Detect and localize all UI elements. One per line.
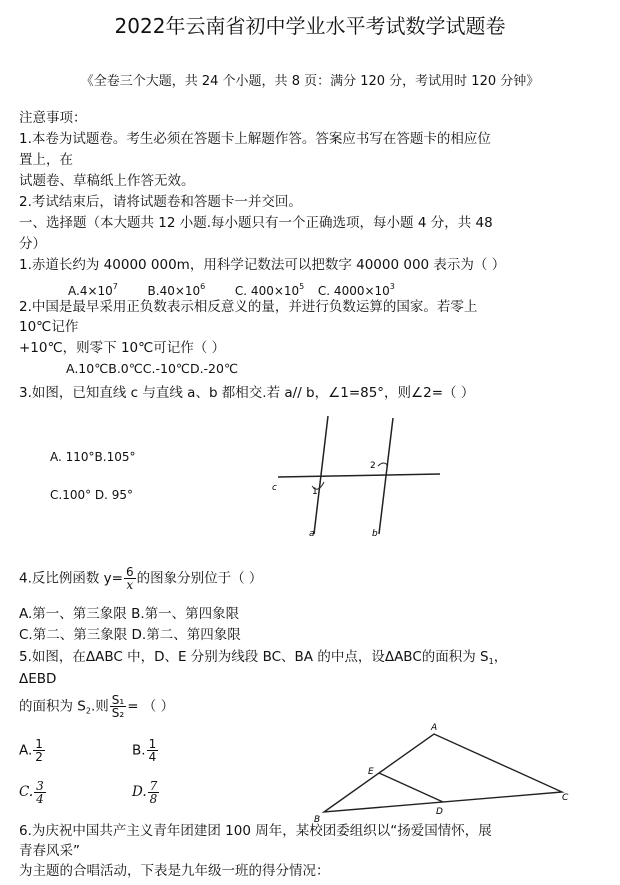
q5-stem-c: 的面积为 $S_2$.则 $\frac{\text{S₁}}{\text{S₂}}$ = （ ） (19, 693, 175, 720)
note-1-line-c: 试题卷、草稿纸上作答无效。 (19, 173, 195, 189)
section-1-heading-a: 一、选择题（本大题共 12 小题.每小题只有一个正确选项，每小题 4 分，共 48 (19, 215, 493, 231)
q3-label-1: 1 (312, 487, 318, 497)
q5-triangle-figure (310, 720, 580, 824)
section-1-heading-b: 分） (19, 236, 46, 252)
q5-stem-b: ΔEBD (19, 671, 57, 687)
q1-stem: 1.赤道长约为 40000 000m，用科学记数法可以把数字 40000 000 表示为（ ） (19, 257, 506, 273)
notes-heading: 注意事项： (19, 110, 87, 126)
q5-stem-a: 5.如图，在ΔABC 中，D、E 分别为线段 BC、BA 的中点，设ΔABC的面积为 $S_1$， (19, 649, 508, 666)
q3-options-cd: C.100° D. 95° (50, 488, 134, 502)
paper-subtitle: 《全卷三个大题，共 24 个小题，共 8 页：满分 120 分，考试用时 120 分钟》 (80, 74, 540, 89)
q2-stem-b: 10℃记作 (19, 319, 79, 335)
q6-stem-b: 青春风采” (19, 843, 80, 859)
note-1-line-a: 1.本卷为试题卷。考生必须在答题卡上解题作答。答案应书写在答题卡的相应位 (19, 131, 491, 147)
note-2: 2.考试结束后，请将试题卷和答题卡一并交回。 (19, 194, 302, 210)
q2-options: A.10℃B.0℃C.-10℃D.-20℃ (66, 361, 238, 376)
q3-label-b: b (372, 529, 378, 539)
q5-option-a: A. $\frac{1}{2}$ (19, 737, 43, 764)
q6-stem-a: 6.为庆祝中国共产主义青年团建团 100 周年，某校团委组织以“扬爱国情怀，展 (19, 823, 492, 839)
q5-label-a: A (431, 723, 438, 733)
q3-angle-2-arc (378, 463, 388, 466)
note-1-line-b: 置上，在 (19, 152, 73, 168)
q3-options-ab: A. 110°B.105° (50, 450, 136, 464)
q1-options (68, 278, 395, 300)
q5-label-b: B (314, 815, 321, 824)
q5-triangle-abc (324, 734, 562, 812)
q5-label-e: E (368, 767, 374, 777)
q5-option-c: C. $\frac{3}{4}$ (19, 779, 44, 806)
q3-label-c: c (272, 483, 277, 493)
q4-options-line-2: C.第二、第三象限 D.第二、第四象限 (19, 627, 241, 643)
q6-stem-c: 为主题的合唱活动，下表是九年级一班的得分情况： (19, 863, 330, 879)
q5-label-d: D (436, 807, 443, 817)
q5-option-d: D. $\frac{7}{8}$ (132, 779, 158, 806)
q3-line-a (314, 416, 328, 534)
q5-label-c: C (562, 793, 569, 803)
q1-option-c: C. $400\times 10^5$ (234, 282, 305, 298)
paper-title: 2022年云南省初中学业水平考试数学试题卷 (114, 14, 506, 38)
q5-ratio-fraction: $\frac{\text{S₁}}{\text{S₂}}$ (111, 693, 125, 720)
q3-stem: 3.如图，已知直线 c 与直线 a、b 都相交.若 a// b，∠1=85°，则∠2=（ ） (19, 385, 475, 401)
q4-options-line-1: A.第一、第三象限 B.第一、第四象限 (19, 606, 240, 622)
q3-line-c (278, 474, 440, 477)
q3-line-b (379, 418, 393, 534)
q2-stem-c: +10℃，则零下 10℃可记作（ ） (19, 340, 226, 356)
q1-option-d: C. $4000\times 10^3$ (317, 282, 395, 298)
q1-option-b: $B.40\times 10^6$ (147, 282, 206, 298)
q5-segment-ed (379, 773, 443, 802)
q4-stem: 4.反比例函数 y= $\frac{6}{x}$ 的图象分别位于（ ） (19, 565, 263, 592)
q3-label-2: 2 (370, 461, 376, 471)
q3-label-a: a (309, 529, 315, 539)
q3-figure (268, 410, 448, 542)
q2-stem-a: 2.中国是最早采用正负数表示相反意义的量，并进行负数运算的国家。若零上 (19, 299, 478, 315)
q5-option-b: B. $\frac{1}{4}$ (132, 737, 157, 764)
q4-fraction: $\frac{6}{x}$ (125, 565, 134, 592)
q1-option-a: $A.4\times 10^7$ (68, 282, 118, 298)
